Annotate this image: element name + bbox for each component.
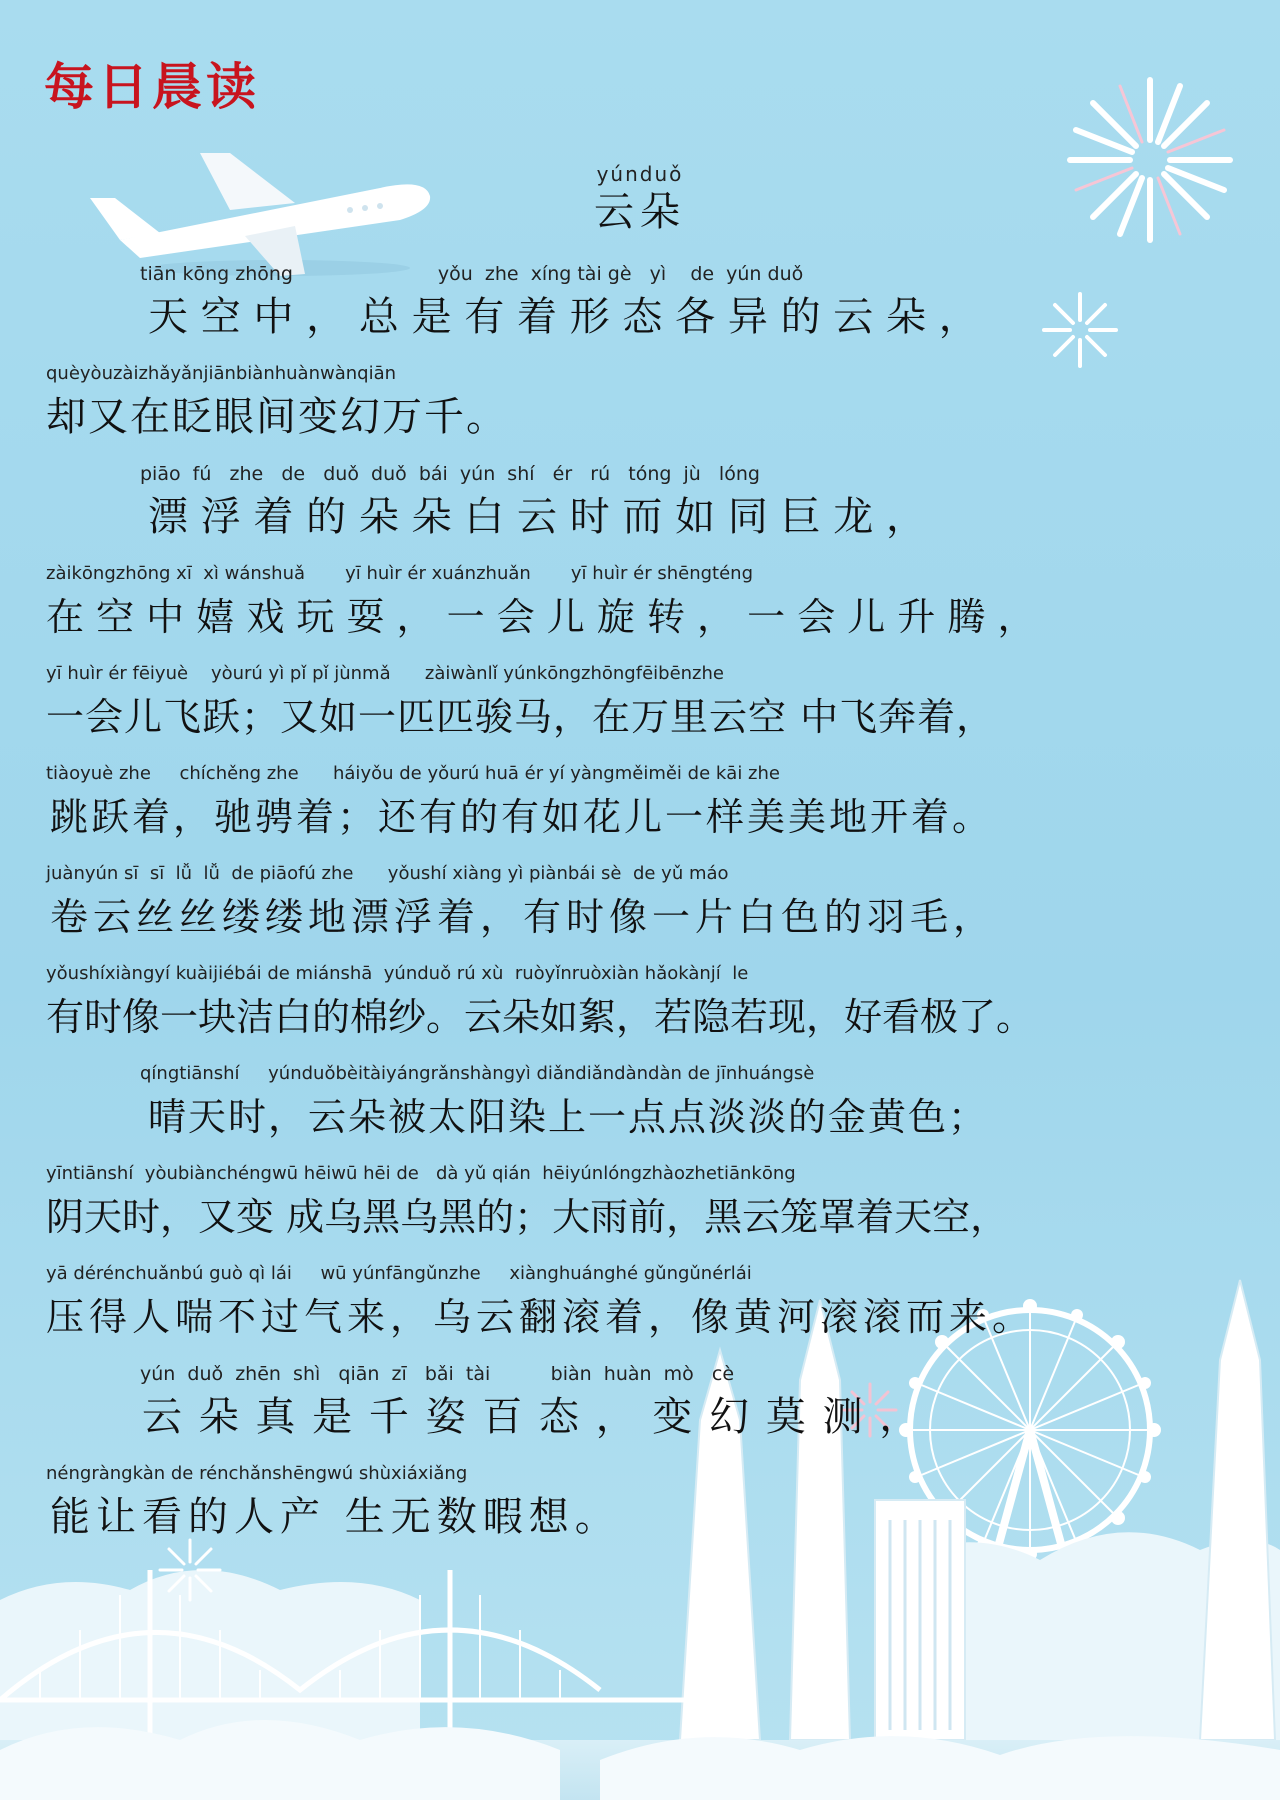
text-line (0, 862, 1280, 962)
line-hanzi: 晴天时，云朵被太阳染上一点点淡淡的金黄色； (148, 1095, 989, 1139)
text-line (0, 1462, 1280, 1562)
line-hanzi: 跳跃着，驰骋着；还有的有如花儿一样美美地开着。 (50, 795, 994, 839)
line-hanzi: 卷云丝丝缕缕地漂浮着，有时像一片白色的羽毛， (50, 895, 997, 939)
line-pinyin: qíngtiānshí yúnduǒbèitàiyángrǎnshàngyì diǎndiǎndàndàn de jīnhuángsè (140, 1063, 815, 1084)
line-hanzi: 漂 浮 着 的 朵 朵 白 云 时 而 如 同 巨 龙 ， (148, 494, 927, 540)
poem-title (0, 162, 1280, 236)
line-hanzi: 天 空 中 ， 总 是 有 着 形 态 各 异 的 云 朵 ， (148, 294, 979, 340)
line-pinyin: yī huìr ér fēiyuè yòurú yì pǐ pǐ jùnmǎ zàiwànlǐ yúnkōngzhōngfēibēnzhe (46, 663, 724, 684)
line-pinyin: juànyún sī sī lǚ lǚ de piāofú zhe yǒushí xiàng yì piànbái sè de yǔ máo (46, 863, 729, 884)
line-pinyin: quèyòuzàizhǎyǎnjiānbiànhuànwànqiān (46, 363, 397, 384)
title-hanzi: 云朵 (594, 189, 686, 235)
line-hanzi: 压得人喘不过气来，乌云翻滚着，像黄河滚滚而来。 (46, 1295, 1036, 1339)
text-line (0, 662, 1280, 762)
line-hanzi: 在 空 中 嬉 戏 玩 耍 ， 一 会 儿 旋 转 ， 一 会 儿 升 腾 ， (46, 595, 1036, 639)
text-line (0, 462, 1280, 562)
line-hanzi: 一会儿飞跃；又如一匹匹骏马，在万里云空 中飞奔着， (46, 695, 996, 739)
text-line (0, 962, 1280, 1062)
line-pinyin: néngràngkàn de rénchǎnshēngwú shùxiáxiǎng (46, 1463, 468, 1484)
brand-title: 每日晨读 (44, 57, 260, 116)
text-line (0, 562, 1280, 662)
line-pinyin: yǒushíxiàngyí kuàijiébái de miánshā yúnduǒ rú xù ruòyǐnruòxiàn hǎokànjí le (46, 963, 749, 984)
text-line (0, 1362, 1280, 1462)
line-pinyin: tiàoyuè zhe chíchěng zhe háiyǒu de yǒurú huā ér yí yàngměiměi de kāi zhe (46, 763, 780, 784)
line-pinyin: yīntiānshí yòubiànchéngwū hēiwū hēi de dà yǔ qián hēiyúnlóngzhàozhetiānkōng (46, 1163, 796, 1184)
line-hanzi: 云 朵 真 是 千 姿 百 态 ， 变 幻 莫 测 ， (142, 1394, 922, 1440)
line-hanzi: 能让看的人产 生无数暇想。 (50, 1494, 621, 1540)
line-pinyin: zàikōngzhōng xī xì wánshuǎ yī huìr ér xuánzhuǎn yī huìr ér shēngténg (46, 563, 754, 584)
line-hanzi: 有时像一块洁白的棉纱。云朵如絮，若隐若现，好看极了。 (46, 995, 1035, 1039)
text-line (0, 1262, 1280, 1362)
text-line (0, 762, 1280, 862)
text-line (0, 262, 1280, 362)
line-pinyin: yún duǒ zhēn shì qiān zī bǎi tài biàn huàn mò cè (140, 1363, 735, 1385)
line-pinyin: yā dérénchuǎnbú guò qì lái wū yúnfāngǔnzhe xiànghuánghé gǔngǔnérlái (46, 1263, 752, 1284)
line-hanzi: 却又在眨眼间变幻万千。 (46, 394, 508, 440)
text-line (0, 362, 1280, 462)
line-pinyin: tiān kōng zhōng yǒu zhe xíng tài gè yì de yún duǒ (140, 263, 804, 285)
line-pinyin: piāo fú zhe de duǒ duǒ bái yún shí ér rú tóng jù lóng (140, 463, 760, 485)
text-line (0, 1062, 1280, 1162)
title-pinyin: yúnduǒ (596, 162, 684, 186)
line-hanzi: 阴天时，又变 成乌黑乌黑的；大雨前，黑云笼罩着天空， (46, 1195, 1009, 1239)
text-line (0, 1162, 1280, 1262)
